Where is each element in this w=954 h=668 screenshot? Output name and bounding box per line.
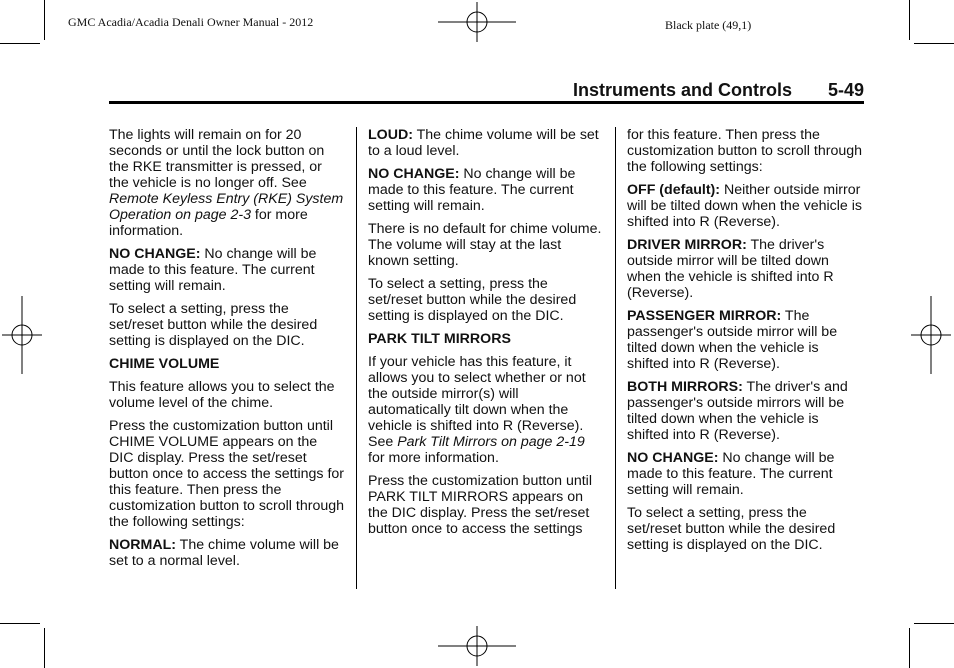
- paragraph: OFF (default): Neither outside mirror will be tilted down when the vehicle is shifted into R (Reverse).: [627, 182, 863, 230]
- term-label: NO CHANGE:: [627, 450, 719, 466]
- paragraph: If your vehicle has this feature, it allows you to select whether or not the outside mirror(s) will automatically tilt down when the vehicle is shifted into R (Reverse). See Park Tilt Mirrors on page 2-19 for more information.: [368, 354, 586, 466]
- paragraph: This feature allows you to select the volume level of the chime.: [109, 379, 335, 411]
- crop-mark: [914, 43, 954, 44]
- paragraph: NO CHANGE: No change will be made to this feature. The current setting will remain.: [109, 246, 317, 294]
- paragraph: The lights will remain on for 20 seconds or until the lock button on the RKE transmitter is pressed, or the vehicle is no longer off. See Remote Keyless Entry (RKE) System Operation on page 2-3 for more information.: [109, 127, 344, 239]
- term-label: LOUD:: [368, 127, 413, 143]
- term-label: DRIVER MIRROR:: [627, 237, 747, 253]
- column-divider: [615, 127, 616, 589]
- crop-mark: [0, 623, 40, 624]
- paragraph: NORMAL: The chime volume will be set to a normal level.: [109, 537, 339, 569]
- cross-reference: Park Tilt Mirrors on page 2-19: [397, 434, 585, 450]
- term-label: NO CHANGE:: [109, 246, 201, 262]
- paragraph: BOTH MIRRORS: The driver's and passenger's outside mirrors will be tilted down when the vehicle is shifted into R (Reverse).: [627, 379, 848, 443]
- registration-mark-bottom: [438, 626, 516, 666]
- paragraph: To select a setting, press the set/reset button while the desired setting is displayed on the DIC.: [368, 276, 577, 324]
- paragraph: Press the customization button until CHIME VOLUME appears on the DIC display. Press the set/reset button once to access the settings for this feature. Then press the customization button to scroll through the following settings:: [109, 418, 345, 530]
- paragraph: for this feature. Then press the customization button to scroll through the following settings:: [627, 127, 863, 175]
- paragraph: PASSENGER MIRROR: The passenger's outside mirror will be tilted down when the vehicle is shifted into R (Reverse).: [627, 308, 838, 372]
- registration-mark-left: [2, 296, 42, 374]
- paragraph: DRIVER MIRROR: The driver's outside mirror will be tilted down when the vehicle is shifted into R (Reverse).: [627, 237, 834, 301]
- column-divider: [356, 127, 357, 589]
- crop-mark: [0, 43, 40, 44]
- page-number: 5-49: [827, 80, 864, 100]
- plate-label: Black plate (49,1): [665, 18, 752, 32]
- term-label: PASSENGER MIRROR:: [627, 308, 782, 324]
- crop-mark: [44, 0, 45, 40]
- term-label: BOTH MIRRORS:: [627, 379, 743, 395]
- paragraph: Press the customization button until PARK TILT MIRRORS appears on the DIC display. Press the set/reset button once to access the settings: [368, 473, 592, 537]
- column-2: [368, 127, 603, 544]
- registration-mark-right: [911, 296, 951, 374]
- section-header: [109, 80, 864, 102]
- paragraph: To select a setting, press the set/reset button while the desired setting is displayed on the DIC.: [109, 301, 318, 349]
- column-3: [627, 127, 863, 560]
- section-title: Instruments and Controls: [572, 80, 792, 100]
- paragraph: NO CHANGE: No change will be made to this feature. The current setting will remain.: [627, 450, 835, 498]
- paragraph: There is no default for chime volume. The volume will stay at the last known setting.: [368, 221, 602, 269]
- term-label: OFF (default):: [627, 182, 720, 198]
- crop-mark: [914, 623, 954, 624]
- column-1: [109, 127, 345, 576]
- crop-mark: [909, 628, 910, 668]
- cross-reference: Remote Keyless Entry (RKE) System Operation on page 2-3: [109, 191, 344, 223]
- term-label: NORMAL:: [109, 537, 176, 553]
- paragraph: To select a setting, press the set/reset button while the desired setting is displayed on the DIC.: [627, 505, 836, 553]
- header-rule: [109, 101, 864, 104]
- crop-mark: [44, 628, 45, 668]
- registration-mark-top: [438, 2, 516, 42]
- paragraph: LOUD: The chime volume will be set to a loud level.: [368, 127, 599, 159]
- paragraph: NO CHANGE: No change will be made to this feature. The current setting will remain.: [368, 166, 576, 214]
- manual-title: GMC Acadia/Acadia Denali Owner Manual - 2012: [68, 15, 314, 29]
- subheading-park-tilt-mirrors: PARK TILT MIRRORS: [368, 331, 511, 347]
- subheading-chime-volume: CHIME VOLUME: [109, 356, 220, 372]
- crop-mark: [909, 0, 910, 40]
- term-label: NO CHANGE:: [368, 166, 460, 182]
